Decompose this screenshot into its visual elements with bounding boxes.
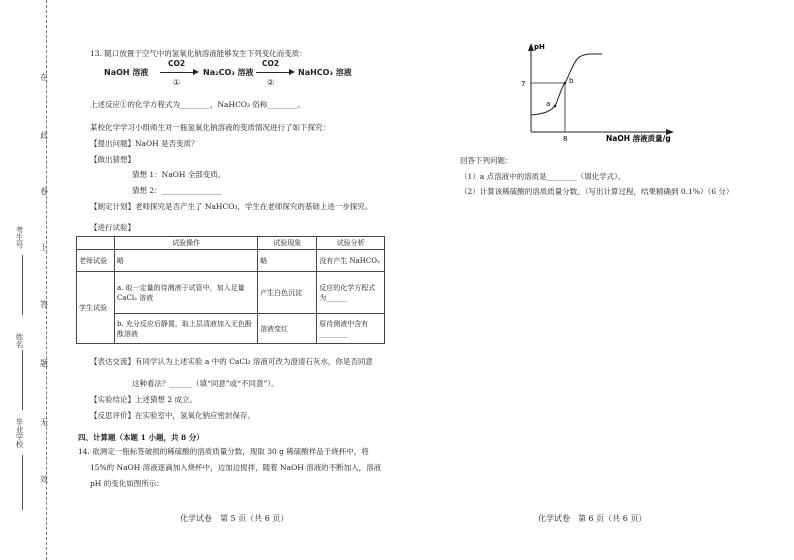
answer-q1: （1）a 点溶液中的溶质是________（填化学式）。 — [460, 172, 626, 181]
plan-text: 【制定计划】老师探究是否产生了 NaHCO₃，学生在老师探究的基础上进一步探究。 — [90, 202, 373, 211]
arrow-2 — [256, 72, 290, 73]
point-a-dot — [554, 105, 557, 108]
table-corner-cell — [77, 237, 115, 250]
teacher-label-cell: 老师试验 — [77, 250, 115, 272]
arrow-1 — [160, 72, 194, 73]
b-analysis-cell: 原待测液中含有________ — [317, 314, 385, 344]
name-label: 姓名 — [15, 333, 24, 348]
teacher-phenom-cell: 略 — [258, 250, 317, 272]
point-b-label: b — [569, 77, 574, 85]
section-4-title: 四、计算题（本题 1 小题，共 8 分） — [78, 433, 204, 442]
intermediate-label: Na₂CO₃ 溶液 — [203, 68, 254, 77]
q13-intro: 某校化学学习小组师生对一瓶氢氧化钠溶液的变质情况进行了如下探究： — [90, 123, 330, 132]
question-label: 【提出问题】NaOH 是否变质？ — [90, 139, 199, 148]
table-header-row — [77, 237, 385, 250]
school-label: 毕业学校 — [15, 418, 24, 448]
answer-q2: （2）计算该稀硫酸的溶质质量分数。（写出计算过程，结果精确到 0.1%）（6 分） — [460, 187, 734, 196]
guess-2: 猜想 2：________________ — [132, 186, 222, 195]
x-axis-label: NaOH 溶液质量/g — [606, 134, 671, 143]
x-tick-8: 8 — [563, 135, 568, 143]
name-line — [22, 350, 23, 410]
seal-char: 上 — [40, 243, 48, 252]
reagent-2: CO2 — [262, 59, 280, 68]
table-row — [77, 272, 385, 314]
step-1-marker: ① — [173, 78, 181, 87]
step-2-marker: ② — [267, 78, 275, 87]
ph-graph — [520, 38, 690, 150]
seal-char: 在 — [40, 73, 48, 82]
seal-char: 此 — [40, 131, 48, 140]
guess-1: 猜想 1：NaOH 全部变质。 — [132, 170, 226, 179]
answer-intro: 回答下列问题： — [460, 156, 513, 165]
exam-number-line — [22, 255, 23, 315]
table-header: 试验现象 — [258, 237, 317, 250]
arrow-1-head — [193, 69, 199, 75]
a-analysis-cell: 反应的化学方程式为______ — [317, 272, 385, 314]
q14-line-1: 14. 欲测定一瓶标签破损的稀硫酸的溶质质量分数，现取 30 g 稀硫酸样品于烧杯中，将 — [78, 447, 369, 456]
experiment-table — [76, 236, 385, 344]
y-tick-7: 7 — [521, 80, 526, 88]
arrow-2-head — [289, 69, 295, 75]
reflection-text: 【反思评价】在实验室中，氢氧化钠应密封保存。 — [90, 411, 255, 420]
seal-char: 题 — [40, 359, 48, 368]
table-header: 试验分析 — [317, 237, 385, 250]
seal-char: 答 — [40, 300, 48, 309]
table-row — [77, 250, 385, 272]
footer-page-5: 化学试卷 第 5 页（共 6 页） — [180, 514, 289, 523]
q14-line-2: 15%的 NaOH 溶液逐滴加入烧杯中，边加边搅拌，随着 NaOH 溶液的不断加入，溶液 — [90, 463, 382, 472]
exchange-text-2: 这种看法？______（填“同意”或“不同意”）。 — [132, 379, 279, 388]
q14-line-3: pH 的变化如图所示： — [90, 479, 164, 488]
point-a-label: a — [546, 100, 551, 108]
seal-char: 效 — [40, 475, 48, 484]
y-axis-label: pH — [534, 43, 545, 51]
q13-title: 13. 随口放置于空气中的氢氧化钠溶液能够发生下列变化而变质： — [90, 49, 307, 58]
school-line — [22, 455, 23, 510]
a-op-cell: a. 取一定量的待测液于试管中，加入足量 CaCl₂ 溶液 — [114, 272, 257, 314]
point-b-dot — [564, 82, 567, 85]
table-row — [77, 314, 385, 344]
b-phenom-cell: 溶液变红 — [258, 314, 317, 344]
footer-page-6: 化学试卷 第 6 页（共 6 页） — [538, 514, 647, 523]
a-phenom-cell: 产生白色沉淀 — [258, 272, 317, 314]
seal-char: 卷 — [40, 187, 48, 196]
table-header: 试验操作 — [114, 237, 257, 250]
exam-number-label: 考生号 — [15, 226, 24, 249]
seal-char: 无 — [40, 418, 48, 427]
conclusion-text: 【实验结论】上述猜想 2 成立。 — [90, 395, 198, 404]
exchange-text: 【表达交流】有同学认为上述实验 a 中的 CaCl₂ 溶液可改为澄清石灰水，你是否同意 — [90, 357, 373, 366]
guess-label: 【做出猜想】 — [90, 155, 135, 164]
teacher-analysis-cell: 没有产生 NaHCO₃ — [317, 250, 385, 272]
experiment-label: 【进行试验】 — [90, 223, 135, 232]
b-op-cell: b. 充分反应后静置，取上层清液加入无色酚酞溶液 — [114, 314, 257, 344]
ph-curve — [531, 54, 602, 115]
student-label-cell: 学生试验 — [77, 272, 115, 344]
product-label: NaHCO₃ 溶液 — [298, 68, 352, 77]
reactant-label: NaOH 溶液 — [104, 68, 149, 77]
teacher-op-cell: 略 — [114, 250, 257, 272]
reagent-1: CO2 — [168, 59, 186, 68]
q13-blank-line: 上述反应①的化学方程式为________，NaHCO₃ 俗称________。 — [90, 100, 305, 109]
